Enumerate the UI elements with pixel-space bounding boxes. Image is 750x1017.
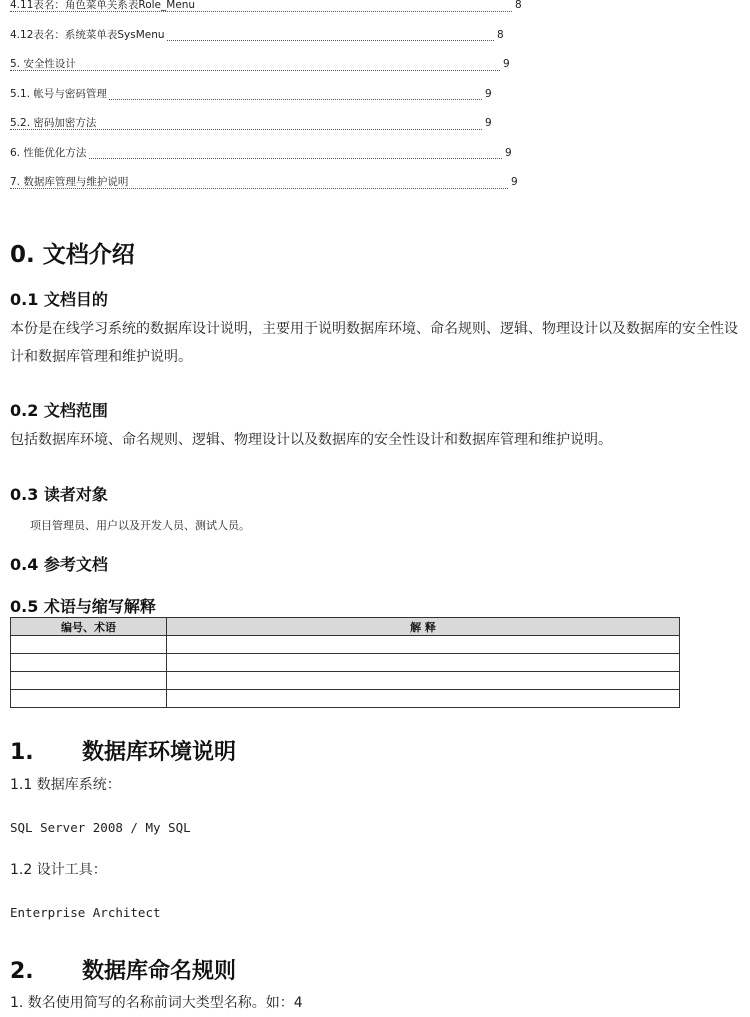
purpose-heading: 0.1 文档目的 — [10, 290, 108, 309]
table-row — [11, 636, 680, 654]
section1-number: 1. — [10, 740, 34, 765]
table-cell — [167, 690, 680, 708]
toc-entry[interactable] — [10, 0, 525, 21]
toc-entry-page: 9 — [482, 80, 492, 110]
toc-entry-label: 5.2. 密码加密方法 — [10, 117, 97, 129]
purpose-text: 本份是在线学习系统的数据库设计说明，主要用于说明数据库环境、命名规则、逻辑、物理设计以及数据库的安全性设计和数据库管理和维护说明。 — [10, 321, 738, 365]
table-cell — [167, 636, 680, 654]
section2-title: 数据库命名规则 — [82, 959, 237, 984]
refs-heading: 0.4 参考文档 — [10, 555, 108, 574]
intro-title: 0. 文档介绍 — [10, 242, 135, 268]
toc-entry-label: 4.12表名：系统菜单表SysMenu — [10, 28, 165, 41]
section1-heading — [10, 735, 236, 766]
toc-entry-page: 9 — [502, 139, 512, 169]
table-cell — [11, 672, 167, 690]
design-tool-label: 1.2 设计工具： — [10, 862, 107, 878]
table-row — [11, 654, 680, 672]
table-of-contents — [10, 0, 525, 198]
toc-entry-page: 9 — [508, 168, 518, 198]
table-cell — [11, 636, 167, 654]
toc-entry[interactable] — [10, 21, 525, 51]
table-cell — [167, 672, 680, 690]
readers-text: 项目管理员、用户以及开发人员、测试人员。 — [30, 519, 250, 532]
table-cell — [167, 654, 680, 672]
terms-table-header — [11, 618, 680, 636]
table-cell — [11, 654, 167, 672]
table-row — [11, 690, 680, 708]
design-tool-value: Enterprise Architect — [10, 905, 161, 920]
toc-entry-label: 6. 性能优化方法 — [10, 146, 87, 159]
toc-entry-page: 8 — [512, 0, 522, 21]
toc-entry[interactable] — [10, 139, 525, 169]
terms-header-term: 编号、术语 — [11, 618, 167, 636]
scope-text: 包括数据库环境、命名规则、逻辑、物理设计以及数据库的安全性设计和数据库管理和维护说明。 — [10, 432, 612, 448]
toc-entry-label: 4.11表名：角色菜单关系表Role_Menu — [10, 0, 196, 11]
section1-title: 数据库环境说明 — [82, 740, 237, 765]
naming-rule-line: 1. 数名使用简写的名称前词大类型名称。如：4 — [10, 995, 303, 1011]
toc-entry-page: 9 — [500, 50, 510, 80]
toc-entry-label: 5.1. 帐号与密码管理 — [10, 87, 107, 100]
section2-heading — [10, 954, 236, 985]
toc-entry[interactable] — [10, 80, 525, 110]
db-system-value: SQL Server 2008 / My SQL — [10, 820, 191, 835]
toc-entry[interactable] — [10, 168, 525, 198]
toc-entry[interactable] — [10, 50, 525, 80]
toc-entry-label: 5. 安全性设计 — [10, 58, 76, 70]
terms-header-explanation: 解 释 — [167, 618, 680, 636]
toc-entry[interactable] — [10, 109, 525, 139]
db-system-label: 1.1 数据库系统： — [10, 777, 121, 793]
section2-number: 2. — [10, 959, 34, 984]
terms-heading: 0.5 术语与缩写解释 — [10, 597, 156, 616]
toc-entry-label: 7. 数据库管理与维护说明 — [10, 176, 129, 188]
terms-table — [10, 617, 680, 708]
toc-leader-dots — [10, 70, 500, 71]
table-row — [11, 672, 680, 690]
toc-entry-page: 9 — [482, 109, 492, 139]
toc-entry-page: 8 — [494, 21, 504, 51]
readers-heading: 0.3 读者对象 — [10, 485, 108, 504]
table-cell — [11, 690, 167, 708]
scope-heading: 0.2 文档范围 — [10, 401, 108, 420]
